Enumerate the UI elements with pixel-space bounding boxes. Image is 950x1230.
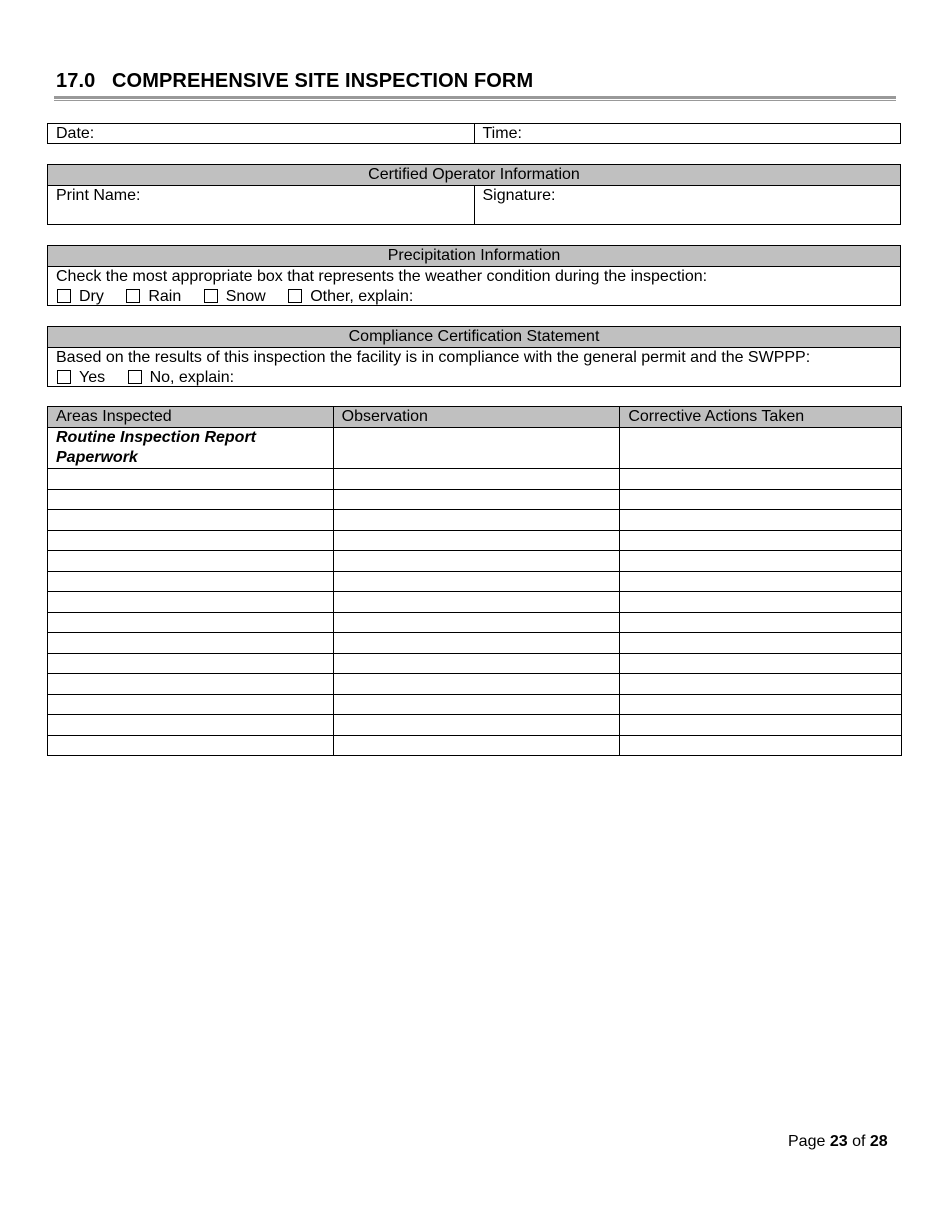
- snow-label: Snow: [225, 288, 266, 305]
- signature-label: Signature:: [482, 187, 556, 204]
- corrective-action-cell[interactable]: [620, 633, 902, 654]
- page-of: of: [852, 1133, 866, 1150]
- corrective-action-cell[interactable]: [620, 613, 902, 633]
- table-row: [48, 654, 902, 674]
- date-label: Date:: [56, 125, 95, 142]
- observation-cell[interactable]: [333, 510, 620, 531]
- corrective-action-cell[interactable]: [620, 715, 902, 736]
- observation-cell[interactable]: [333, 633, 620, 654]
- current-page: 23: [829, 1133, 848, 1150]
- observation-cell[interactable]: [333, 572, 620, 592]
- area-cell[interactable]: [48, 469, 334, 490]
- option-other[interactable]: [288, 287, 413, 307]
- table-row: [48, 633, 902, 654]
- table-row: [48, 551, 902, 572]
- table-row: [48, 736, 902, 756]
- area-cell[interactable]: [48, 695, 334, 715]
- table-row: [48, 695, 902, 715]
- area-cell[interactable]: [48, 490, 334, 510]
- precipitation-header: Precipitation Information: [48, 246, 900, 267]
- page-prefix: Page: [788, 1133, 826, 1150]
- operator-section: [47, 164, 901, 225]
- date-time-box: [47, 123, 901, 144]
- table-row: [48, 674, 902, 695]
- area-cell[interactable]: [48, 715, 334, 736]
- corrective-action-cell[interactable]: [620, 531, 902, 551]
- corrective-action-cell[interactable]: [620, 469, 902, 490]
- header-corrective-actions: Corrective Actions Taken: [620, 407, 902, 428]
- corrective-action-cell[interactable]: [620, 510, 902, 531]
- observation-cell[interactable]: [333, 736, 620, 756]
- table-row: [48, 572, 902, 592]
- other-checkbox[interactable]: [288, 289, 302, 303]
- table-row: [48, 469, 902, 490]
- observation-cell[interactable]: [333, 469, 620, 490]
- signature-field[interactable]: [474, 186, 901, 225]
- header-areas-inspected: Areas Inspected: [48, 407, 334, 428]
- area-cell[interactable]: [48, 592, 334, 613]
- other-label: Other, explain:: [310, 288, 414, 305]
- snow-checkbox[interactable]: [204, 289, 218, 303]
- compliance-options: [48, 368, 900, 388]
- print-name-label: Print Name:: [56, 187, 141, 204]
- observation-cell[interactable]: [333, 490, 620, 510]
- dry-label: Dry: [79, 288, 104, 305]
- rain-label: Rain: [148, 288, 182, 305]
- observation-cell[interactable]: [333, 674, 620, 695]
- time-label: Time:: [482, 125, 522, 142]
- area-cell[interactable]: [48, 674, 334, 695]
- table-row: [48, 592, 902, 613]
- no-checkbox[interactable]: [128, 370, 142, 384]
- area-cell[interactable]: [48, 736, 334, 756]
- area-cell[interactable]: [48, 654, 334, 674]
- observation-cell[interactable]: [333, 592, 620, 613]
- table-row: [48, 715, 902, 736]
- yes-label: Yes: [79, 369, 106, 386]
- area-cell[interactable]: [48, 531, 334, 551]
- inspection-table: [47, 406, 902, 756]
- total-pages: 28: [869, 1133, 888, 1150]
- table-row: [48, 490, 902, 510]
- no-label: No, explain:: [149, 369, 235, 386]
- section-number: 17.0: [56, 70, 96, 92]
- observation-cell[interactable]: [333, 695, 620, 715]
- table-row: [48, 613, 902, 633]
- option-rain[interactable]: [126, 287, 181, 307]
- area-cell[interactable]: [48, 633, 334, 654]
- section-title: COMPREHENSIVE SITE INSPECTION FORM: [112, 70, 534, 92]
- corrective-action-cell[interactable]: [620, 674, 902, 695]
- area-cell[interactable]: [48, 428, 334, 469]
- operator-header: Certified Operator Information: [48, 165, 900, 186]
- date-field[interactable]: [48, 124, 474, 143]
- observation-cell[interactable]: [333, 531, 620, 551]
- dry-checkbox[interactable]: [57, 289, 71, 303]
- observation-cell[interactable]: [333, 428, 620, 469]
- observation-cell[interactable]: [333, 551, 620, 572]
- corrective-action-cell[interactable]: [620, 592, 902, 613]
- option-yes[interactable]: [57, 368, 105, 388]
- table-header-row: [48, 407, 902, 428]
- precipitation-options: [48, 287, 900, 307]
- table-row: [48, 510, 902, 531]
- observation-cell[interactable]: [333, 613, 620, 633]
- corrective-action-cell[interactable]: [620, 551, 902, 572]
- corrective-action-cell[interactable]: [620, 736, 902, 756]
- yes-checkbox[interactable]: [57, 370, 71, 384]
- print-name-field[interactable]: [48, 186, 474, 225]
- rain-checkbox[interactable]: [126, 289, 140, 303]
- corrective-action-cell[interactable]: [620, 572, 902, 592]
- corrective-action-cell[interactable]: [620, 490, 902, 510]
- area-cell[interactable]: [48, 613, 334, 633]
- observation-cell[interactable]: [333, 654, 620, 674]
- option-no[interactable]: [128, 368, 235, 388]
- compliance-section: [47, 326, 901, 387]
- corrective-action-cell[interactable]: [620, 695, 902, 715]
- area-cell[interactable]: [48, 551, 334, 572]
- time-field[interactable]: [474, 124, 901, 143]
- compliance-header: Compliance Certification Statement: [48, 327, 900, 348]
- precipitation-instruction: Check the most appropriate box that represents the weather condition during the inspection:: [56, 268, 708, 285]
- corrective-action-cell[interactable]: [620, 654, 902, 674]
- table-row: [48, 531, 902, 551]
- compliance-statement: Based on the results of this inspection the facility is in compliance with the general permit and the SWPPP:: [56, 349, 811, 366]
- title-underline-thin: [54, 100, 896, 101]
- area-line-1: Routine Inspection Report: [56, 429, 256, 446]
- title-underline: [54, 96, 896, 99]
- area-cell[interactable]: [48, 510, 334, 531]
- option-dry[interactable]: [57, 287, 104, 307]
- page-title: [56, 70, 533, 93]
- option-snow[interactable]: [204, 287, 266, 307]
- table-row: [48, 428, 902, 469]
- observation-cell[interactable]: [333, 715, 620, 736]
- area-line-2: Paperwork: [56, 449, 138, 466]
- corrective-action-cell[interactable]: [620, 428, 902, 469]
- header-observation: Observation: [333, 407, 620, 428]
- area-cell[interactable]: [48, 572, 334, 592]
- precipitation-section: [47, 245, 901, 306]
- page-number: [788, 1133, 888, 1151]
